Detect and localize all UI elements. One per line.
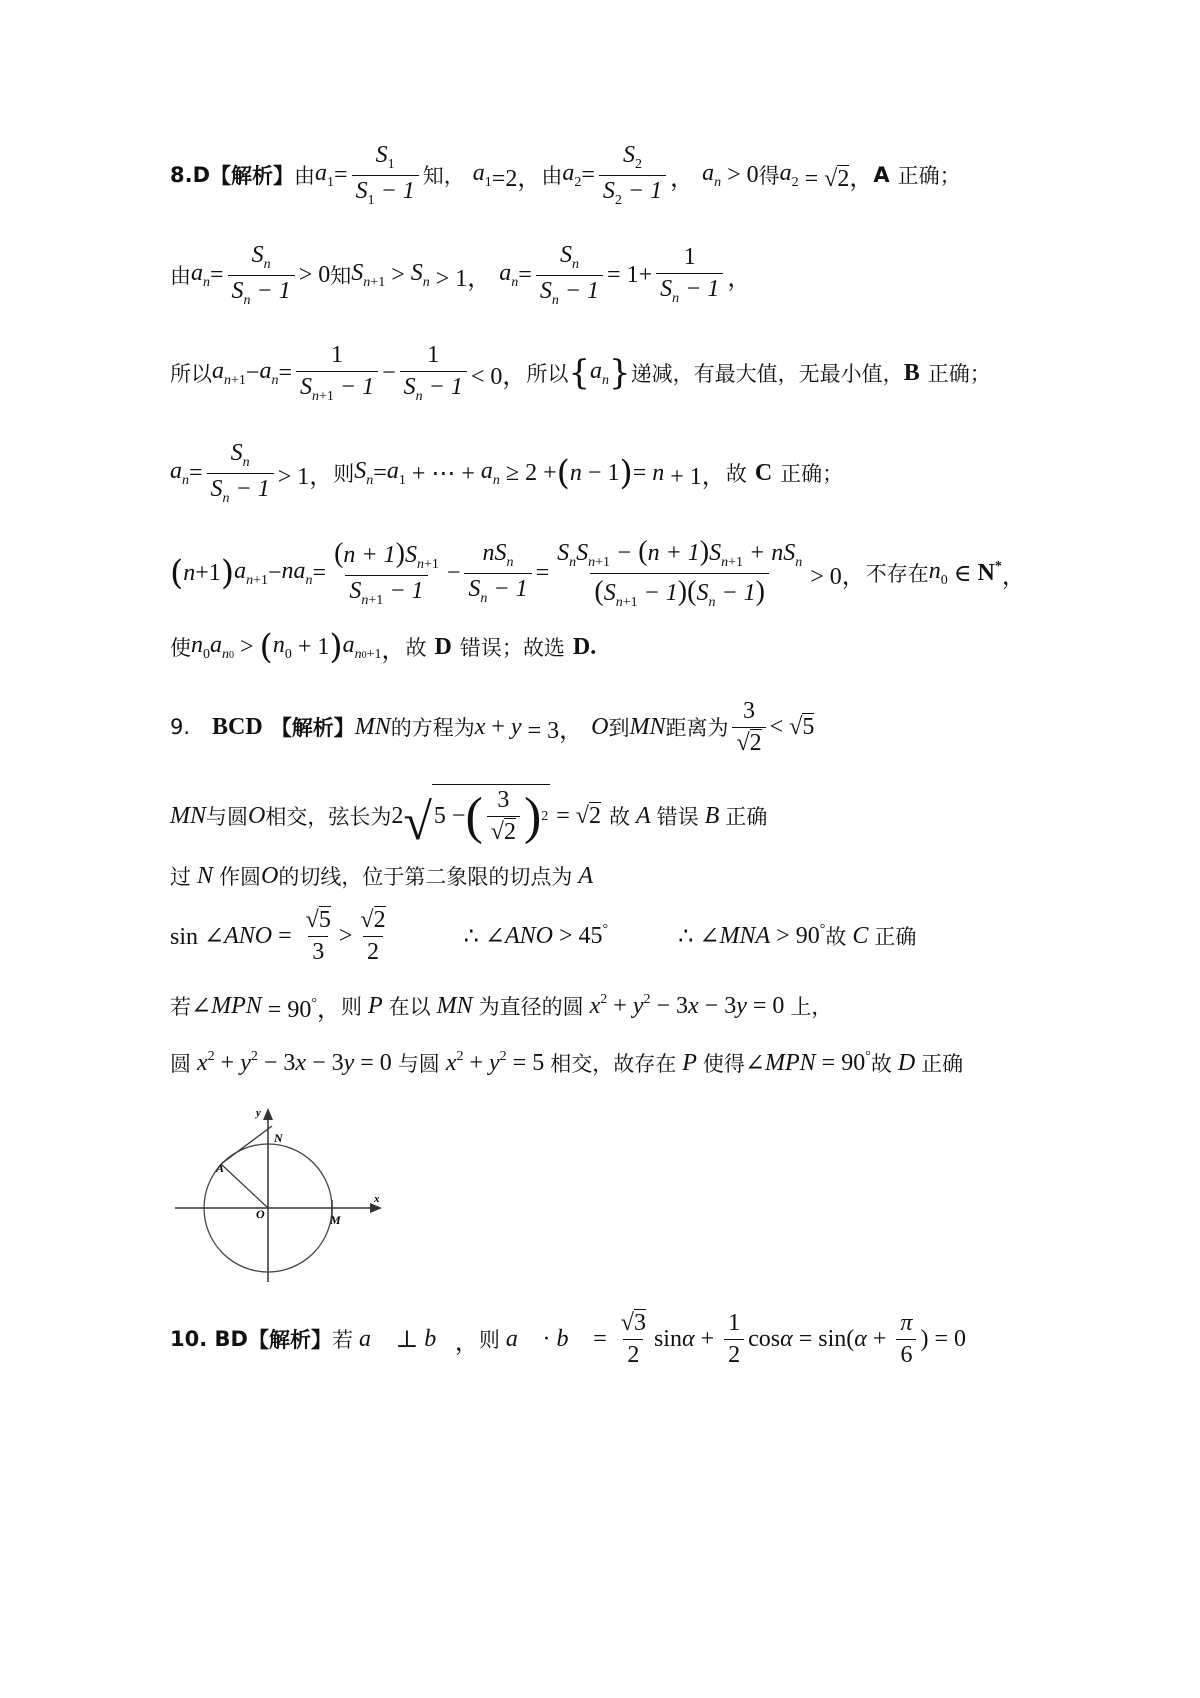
p9-l2-d: 错误 xyxy=(656,805,699,829)
p8-l5-text: 不存在 xyxy=(865,562,929,586)
label-o: O xyxy=(256,1207,265,1221)
p9-l3-c: 的切线，位于第二象限的切点为 xyxy=(278,865,573,889)
label-a: A xyxy=(216,1161,225,1175)
p8-C: C xyxy=(754,459,773,486)
label-x: x xyxy=(374,1193,380,1205)
p8-A: A xyxy=(873,163,890,187)
p8-line4: $a_n$ = $\frac{S_n}{S_n - 1}$ > 1， 则 $S_n$ = $a_1$ + ⋯ + $a_n$ ≥ 2 + ( n − 1 ) = n + 1， 故 C 正确； xyxy=(170,439,844,506)
p8-D: D xyxy=(434,633,452,660)
p9-l3-b: 作圆 xyxy=(219,865,262,889)
p9-label: 9. xyxy=(170,715,191,739)
p9-line6: 圆 $x^2$ + $y^2$ − 3 x − 3 y = 0 与圆 $x^2$ + $y^2$ = 5 相交，故存在 P 使得 ∠ MPN = 90° 故 D 正确 xyxy=(170,1049,964,1077)
p9-l6-a: 圆 xyxy=(170,1052,191,1076)
p9-line4: sin ∠ ANO = $\frac{√5}{3}$ > $\frac{√2}{2}$ ∴ ∠ ANO > 45° ∴ ∠ MNA > 90° 故 C 正确 xyxy=(170,906,917,965)
p9-l6-f: 正确 xyxy=(921,1052,964,1076)
p9-l4-a: 故 xyxy=(825,925,847,949)
p9-l1-b: 到 xyxy=(608,716,630,740)
label-y: y xyxy=(256,1107,261,1119)
p9-l6-e: 故 xyxy=(870,1052,892,1076)
radius-oa xyxy=(221,1164,268,1208)
p8-zhi: 知， xyxy=(422,164,465,188)
p8-l6-gu: 故 xyxy=(405,636,427,660)
p9-l2-b: 相交，弦长为 xyxy=(265,805,392,829)
p8-l4-gu: 故 xyxy=(725,462,747,486)
p9-l6-c: 相交，故存在 xyxy=(550,1052,677,1076)
p10-l1-b: 则 xyxy=(478,1328,500,1352)
p8-l3-suoyi: 所以 xyxy=(170,362,212,386)
label-n: N xyxy=(274,1131,283,1145)
p9-l2-e: 正确 xyxy=(725,805,768,829)
p9-tag: 【解析】 xyxy=(270,716,355,740)
p8-line5: ( n +1 ) $a_{n+1}$ − $na_n$ = $\frac{(n + 1)S_{n+1}}{S_{n+1} - 1}$ − $\frac{nS_n}{S_n - 1}$ = $\frac{S_nS_{n+1} - (n + 1)S_{n+1} + nS_n}{(S_{n+1} - 1)(S_n - 1)}$ > 0， 不存在 $n_0$ ∈ N* ， xyxy=(170,535,1026,610)
circle-figure xyxy=(170,1100,410,1300)
p9-line5: 若 ∠ MPN = 90°， 则 P 在以 MN 为直径的圆 $x^2$ + $y^2$ − 3 x − 3 y = 0 上， xyxy=(170,992,833,1023)
p9-l2-c: 故 xyxy=(608,805,630,829)
p8-ok1: 正确； xyxy=(897,164,961,188)
p9-ans: BCD xyxy=(212,713,263,740)
p9-l3-a: 过 xyxy=(170,865,191,889)
p8-l3-suoyi2: 所以 xyxy=(526,362,569,386)
label-m: M xyxy=(330,1213,341,1227)
p8-ok3: 正确； xyxy=(780,462,844,486)
p8-l6-shi: 使 xyxy=(170,636,191,660)
p9-line2: MN 与圆 O 相交，弦长为 2 √ 5 − ( $\frac{3}{√2}$ ) 2 = √2 故 A 错误 B 正确 xyxy=(170,780,767,852)
p8-a1eq: =2， xyxy=(491,165,542,192)
p10-label: 10. BD xyxy=(170,1327,248,1351)
p9-l5-d: 为直径的圆 xyxy=(478,995,584,1019)
p8-line1: 8.D 【解析】 由 $a_1$ = $\frac{S_1}{S_1 - 1}$ 知， $a_1$ =2， 由 $a_2$ = $\frac{S_2}{S_2 - 1}$ ， $a_n$ > 0 得 $a_2$ = √2， A 正确； xyxy=(170,141,961,208)
p8-line3: 所以 $a_{n+1}$ − $a_n$ = $\frac{1}{S_{n+1} - 1}$ − $\frac{1}{S_n - 1}$ < 0， 所以 { $a_n$ } 递减，有最大值，无最小值， B 正确； xyxy=(170,341,991,404)
p9-l5-b: 则 xyxy=(340,995,362,1019)
p9-l2-a: 与圆 xyxy=(206,805,248,829)
y-axis-arrow xyxy=(263,1108,273,1120)
p9-l6-b: 与圆 xyxy=(397,1052,440,1076)
p8-de: 得 xyxy=(758,164,780,188)
p9-l5-e: 上， xyxy=(790,995,833,1019)
p10-line1: 10. BD 【解析】 若 a⃗ ⊥ b⃗ ， 则 a⃗ · b⃗ = $\frac{√3}{2}$ sin α + $\frac{1}{2}$ cos α = sin( α + $\frac{\pi}{6}$ ) = 0 xyxy=(170,1309,966,1368)
p9-line1: 9. BCD 【解析】 MN 的方程为 x + y = 3， O 到 MN 距离为 $\frac{3}{√2}$ < √5 xyxy=(170,697,815,756)
p9-l6-d: 使得 xyxy=(702,1052,745,1076)
p8-line2: 由 $a_n$ = $\frac{S_n}{S_n - 1}$ > 0 知 $S_{n+1}$ > $S_n$ > 1， $a_n$ = $\frac{S_n}{S_n - 1}$ = 1+ $\frac{1}{S_n - 1}$ ， xyxy=(170,241,752,308)
p8-tag: 【解析】 xyxy=(210,164,295,188)
p8-B: B xyxy=(903,359,920,386)
p8-l2-you: 由 xyxy=(170,264,191,288)
tangent-line xyxy=(221,1126,272,1164)
p9-l1-c: 距离为 xyxy=(665,716,729,740)
p9-l1-a: 的方程为 xyxy=(390,716,475,740)
p9-line3: 过 N 作圆 O 的切线，位于第二象限的切点为 A xyxy=(170,862,594,889)
p8-l6-err: 错误；故选 xyxy=(459,636,565,660)
p8-label: 8.D xyxy=(170,163,211,187)
p10-tag: 【解析】 xyxy=(247,1328,332,1352)
p8-l2-zhi: 知 xyxy=(330,264,352,288)
p8-ok2: 正确； xyxy=(927,362,991,386)
p8-l3-text: 递减，有最大值，无最小值， xyxy=(630,362,904,386)
p8-line6: 使 $n_0a_{n0}$ > ( $n_0$ + 1 ) $a_{n0+1}$ ， 故 D 错误；故选 D. xyxy=(170,627,597,667)
p10-l1-a: 若 xyxy=(331,1328,353,1352)
p9-l5-c: 在以 xyxy=(388,995,431,1019)
p8-ans: D. xyxy=(572,633,597,660)
p8-you2: 由 xyxy=(541,164,563,188)
p9-l5-a: 若 xyxy=(170,995,191,1019)
p8-you: 由 xyxy=(294,164,316,188)
p8-l4-ze: 则 xyxy=(333,462,355,486)
p9-l4-b: 正确 xyxy=(874,925,917,949)
